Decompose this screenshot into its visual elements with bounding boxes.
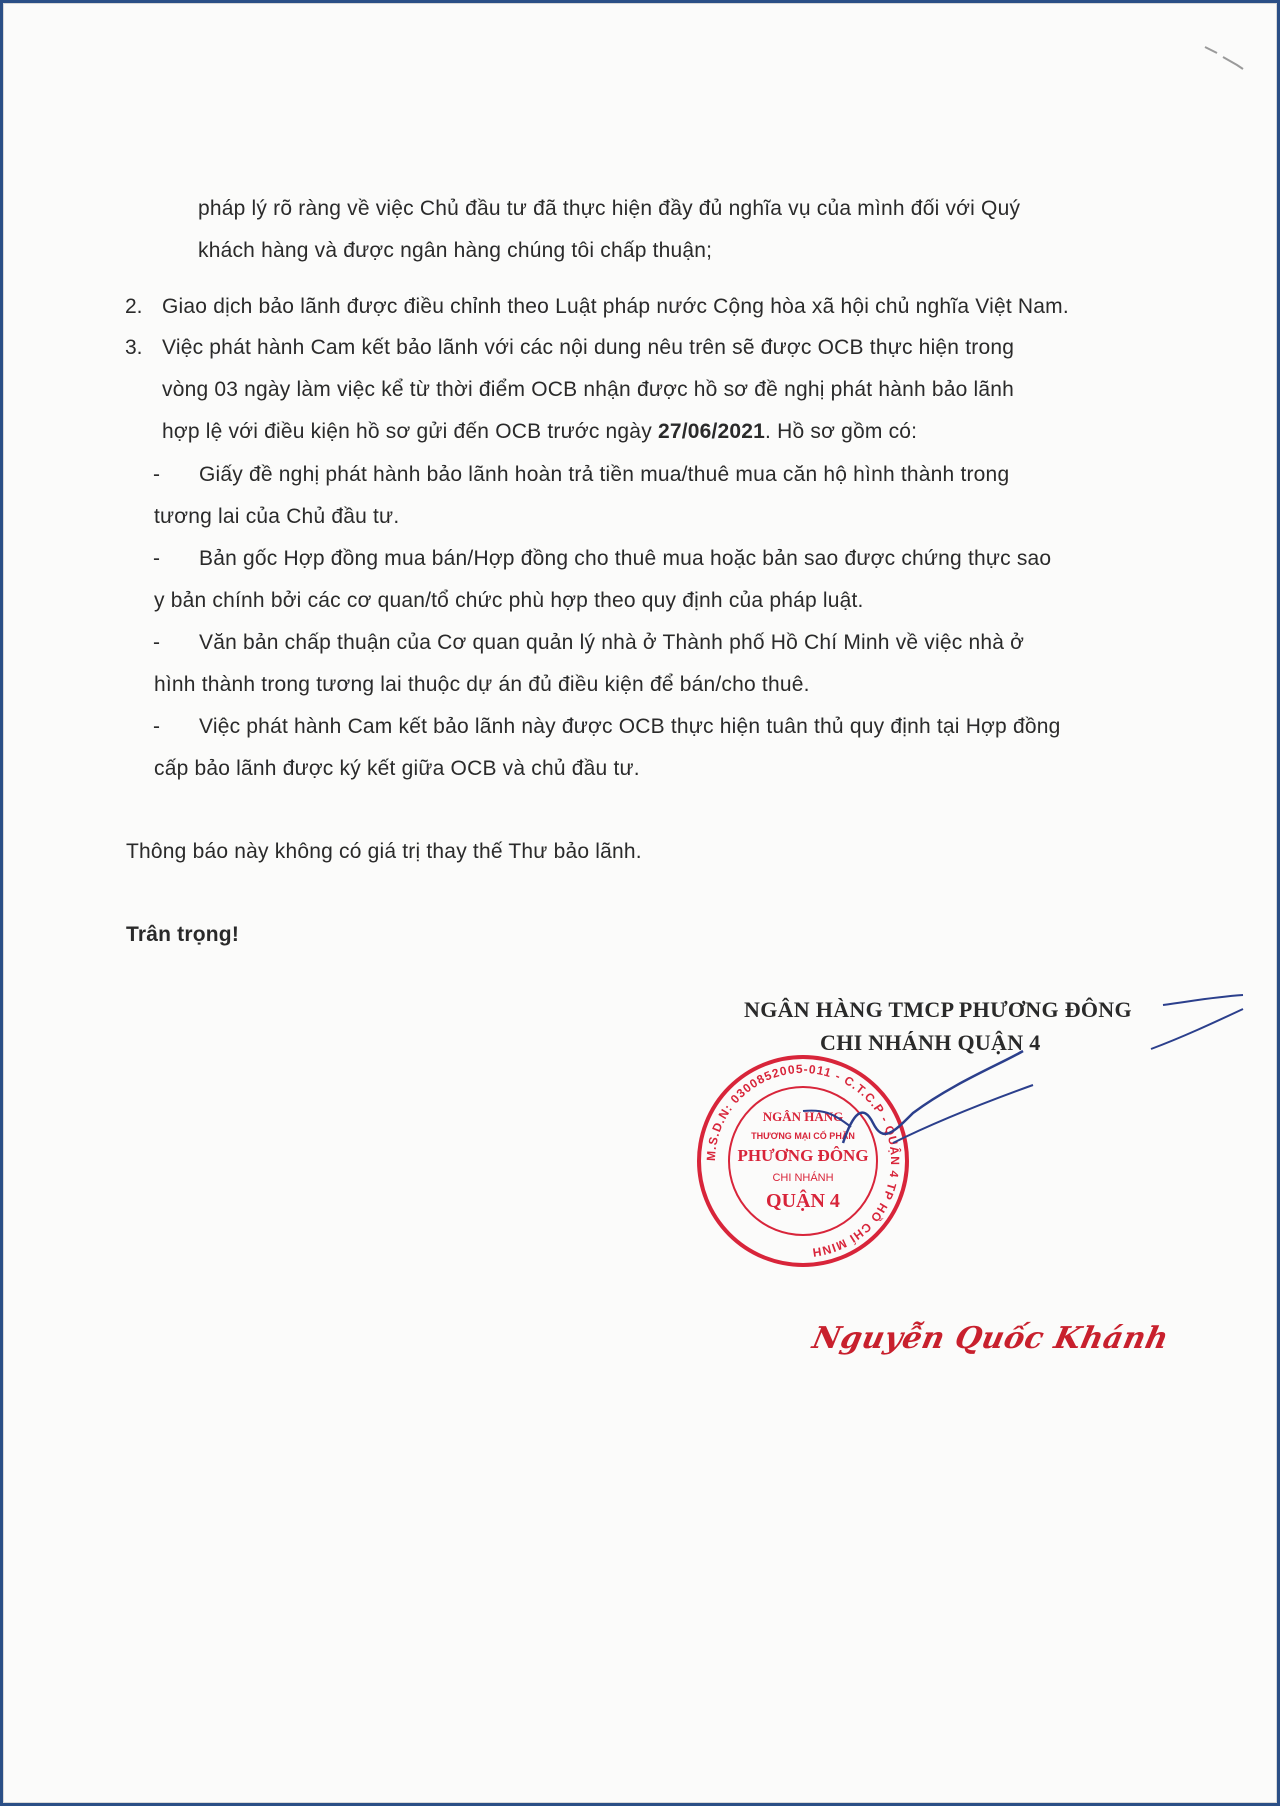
bullet-1-dash: - <box>153 463 160 486</box>
seal-line-3: PHƯƠNG ĐÔNG <box>737 1146 869 1165</box>
item-3-line-3 <box>162 412 917 452</box>
bullet-4-dash: - <box>153 715 160 738</box>
item-2-number: 2. <box>125 295 143 318</box>
bullet-2-line-2: y bản chính bởi các cơ quan/tổ chức phù hợp theo quy định của pháp luật. <box>154 589 864 612</box>
item-3-line-1: Việc phát hành Cam kết bảo lãnh với các nội dung nêu trên sẽ được OCB thực hiện trong <box>162 336 1015 359</box>
bullet-2-dash: - <box>153 547 160 570</box>
bank-name: NGÂN HÀNG TMCP PHƯƠNG ĐÔNG <box>744 997 1132 1022</box>
item-2-text: Giao dịch bảo lãnh được điều chỉnh theo Luật pháp nước Cộng hòa xã hội chủ nghĩa Việt Nam. <box>162 295 1069 318</box>
corner-scribble <box>1203 43 1263 83</box>
seal-ring-text: M.S.D.N: 0300852005-011 - C.T.C.P - QUẬN 4 TP HỒ CHÍ MINH <box>703 1061 903 1260</box>
bullet-3-line-2: hình thành trong tương lai thuộc dự án đủ điều kiện để bán/cho thuê. <box>154 673 810 696</box>
bullet-3-line-1: Văn bản chấp thuận của Cơ quan quản lý nhà ở Thành phố Hồ Chí Minh về việc nhà ở <box>199 631 1025 654</box>
seal-line-4: CHI NHÁNH <box>772 1172 834 1184</box>
seal-line-5: QUẬN 4 <box>766 1190 840 1212</box>
bullet-1-line-2: tương lai của Chủ đầu tư. <box>154 505 400 528</box>
seal-line-1: NGÂN HÀNG <box>762 1109 844 1124</box>
bullet-2-line-1: Bản gốc Hợp đồng mua bán/Hợp đồng cho thuê mua hoặc bản sao được chứng thực sao <box>199 547 1052 570</box>
bullet-3-dash: - <box>153 631 160 654</box>
item-3-number: 3. <box>125 336 143 359</box>
handwritten-signature <box>773 993 1253 1233</box>
bullet-4-line-2: cấp bảo lãnh được ký kết giữa OCB và chủ đầu tư. <box>154 757 640 780</box>
bullet-4-line-1: Việc phát hành Cam kết bảo lãnh này được OCB thực hiện tuân thủ quy định tại Hợp đồng <box>199 715 1061 738</box>
deadline-date: 27/06/2021 <box>657 420 766 443</box>
item-3-line-3-text: hợp lệ với điều kiện hồ sơ gửi đến OCB trước ngày <box>162 420 658 443</box>
seal-line-2: THƯƠNG MẠI CỔ PHẦN <box>751 1131 855 1141</box>
item-3-line-3-tail: . Hồ sơ gồm có: <box>765 420 918 443</box>
bullet-1-line-1: Giấy đề nghị phát hành bảo lãnh hoàn trả tiền mua/thuê mua căn hộ hình thành trong <box>199 463 1010 486</box>
continuation-line-2: khách hàng và được ngân hàng chúng tôi chấp thuận; <box>198 239 713 262</box>
closing-text: Trân trọng! <box>126 923 240 946</box>
continuation-line-1: pháp lý rõ ràng về việc Chủ đầu tư đã thực hiện đầy đủ nghĩa vụ của mình đối với Quý <box>198 197 1021 220</box>
signer-name: Nguyễn Quốc Khánh <box>809 1321 1172 1356</box>
branch-name: CHI NHÁNH QUẬN 4 <box>820 1030 1041 1055</box>
document-page <box>3 3 1277 1803</box>
item-3-line-2: vòng 03 ngày làm việc kể từ thời điểm OCB nhận được hồ sơ đề nghị phát hành bảo lãnh <box>162 378 1015 401</box>
notice-text: Thông báo này không có giá trị thay thế Thư bảo lãnh. <box>126 840 642 863</box>
